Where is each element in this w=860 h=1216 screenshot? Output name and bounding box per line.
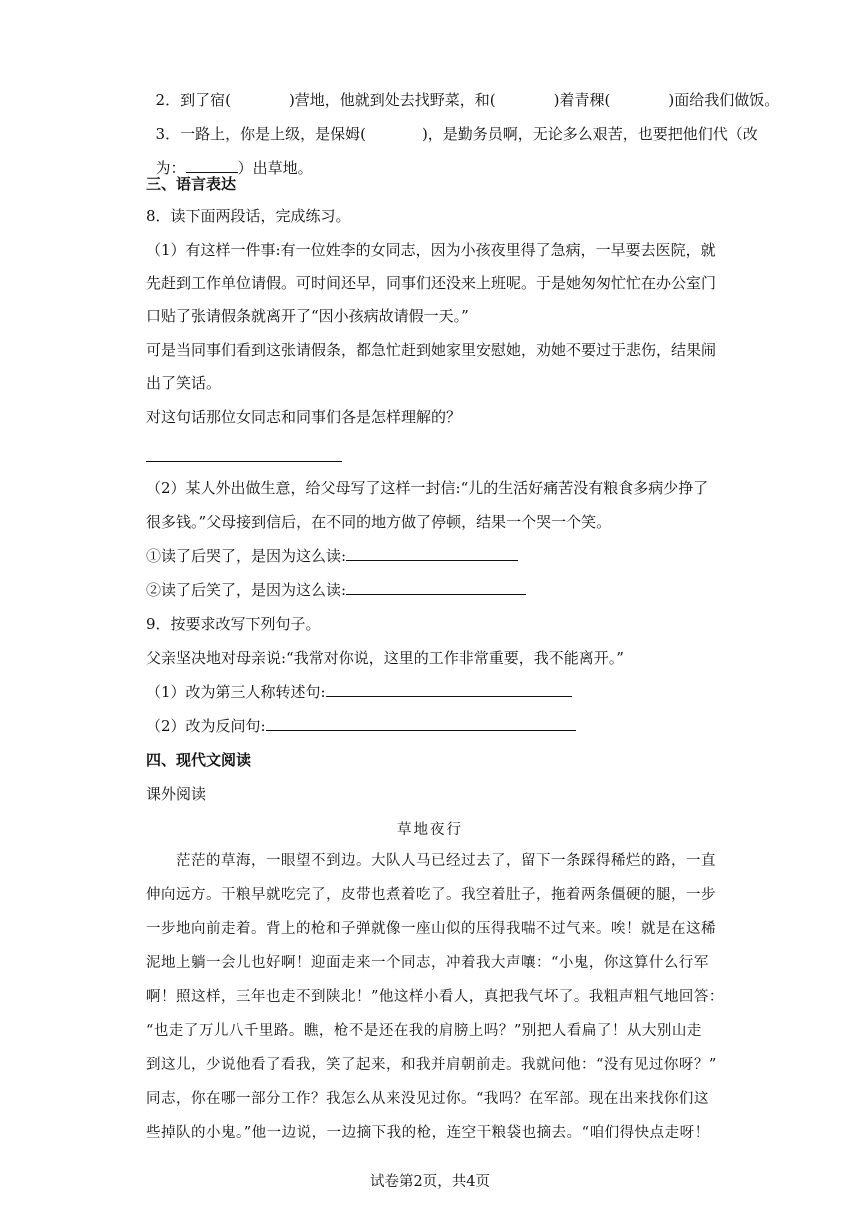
q9-item-2-blank[interactable] bbox=[266, 716, 576, 731]
q3-text-c: 为： bbox=[155, 159, 186, 177]
story-line: “也走了万儿八千里路。瞧，枪不是还在我的肩膀上吗？”别把人看扁了！从大别山走 bbox=[146, 1023, 702, 1039]
q2-text-a: 2．到了宿( bbox=[155, 91, 231, 109]
q8-p2-q1-text: ①读了后哭了，是因为这么读: bbox=[146, 547, 347, 565]
q3-text-a: 3．一路上，你是上级，是保姆( bbox=[155, 125, 366, 143]
section-4-heading: 四、现代文阅读 bbox=[146, 751, 252, 769]
story-line: 伸向远方。干粮早就吃完了，皮带也煮着吃了。我空着肚子，拖着两条僵硬的腿，一步 bbox=[146, 887, 716, 903]
q8-p1-line-3: 口贴了张请假条就离开了“因小孩病故请假一天。” bbox=[146, 307, 469, 325]
q8-p2-q1-blank[interactable] bbox=[346, 546, 518, 561]
question-3-line-2 bbox=[146, 138, 313, 178]
q8-p2-q2-text: ②读了后笑了，是因为这么读: bbox=[146, 581, 347, 599]
q8-p2-question-1 bbox=[146, 546, 518, 566]
q2-text-b: )营地，他就到处去找野菜，和( bbox=[288, 91, 496, 109]
q8-p2-question-2 bbox=[146, 580, 526, 600]
q8-p2-q2-blank[interactable] bbox=[346, 580, 526, 595]
q8-p1-line-4: 可是当同事们看到这张请假条，都急忙赶到她家里安慰她，劝她不要过于悲伤，结果闹 bbox=[146, 341, 717, 359]
story-line: 一步地向前走着。背上的枪和子弹就像一座山似的压得我喘不过气来。唉！就是在这稀 bbox=[146, 921, 716, 937]
q9-item-2-text: （2）改为反问句: bbox=[146, 717, 266, 735]
q8-p1-line-5: 出了笑话。 bbox=[146, 374, 222, 392]
q9-item-1 bbox=[146, 682, 572, 702]
story-line: 茫茫的草海，一眼望不到边。大队人马已经过去了，留下一条踩得稀烂的路，一直 bbox=[146, 853, 716, 869]
q3-text-d: ）出草地。 bbox=[237, 159, 313, 177]
q8-p2-line-1: （2）某人外出做生意，给父母写了这样一封信:“儿的生活好痛苦没有粮食多病少挣了 bbox=[146, 479, 709, 497]
q8-title: 8．读下面两段话，完成练习。 bbox=[146, 207, 351, 225]
section-4-subheading: 课外阅读 bbox=[146, 785, 207, 803]
q9-item-2 bbox=[146, 716, 576, 736]
q2-text-d: )面给我们做饭。 bbox=[668, 91, 780, 109]
q9-sentence: 父亲坚决地对母亲说:“我常对你说，这里的工作非常重要，我不能离开。” bbox=[146, 649, 624, 667]
page-footer: 试卷第2页，共4页 bbox=[370, 1174, 490, 1190]
q8-p1-question: 对这句话那位女同志和同事们各是怎样理解的？ bbox=[146, 408, 462, 426]
q3-text-b: )，是勤务员啊，无论多么艰苦，也要把他们代（改 bbox=[421, 125, 758, 143]
q8-p1-answer-line[interactable] bbox=[146, 461, 342, 462]
q9-title: 9．按要求改写下列句子。 bbox=[146, 615, 321, 633]
q2-text-c: )着青稞( bbox=[553, 91, 611, 109]
section-3-heading: 三、语言表达 bbox=[146, 175, 237, 193]
q8-p2-line-2: 很多钱。”父母接到信后，在不同的地方做了停顿，结果一个哭一个笑。 bbox=[146, 513, 612, 531]
q9-item-1-text: （1）改为第三人称转述句: bbox=[146, 683, 326, 701]
q9-item-1-blank[interactable] bbox=[326, 682, 572, 697]
q3-answer-blank[interactable] bbox=[186, 158, 238, 173]
story-line: 同志，你在哪一部分工作？我怎么从来没见过你。“我吗？在军部。现在出来找你们这 bbox=[146, 1091, 709, 1107]
story-line: 啊！照这样，三年也走不到陕北！”他这样小看人，真把我气坏了。我粗声粗气地回答： bbox=[146, 989, 724, 1005]
q8-p1-line-1: （1）有这样一件事:有一位姓李的女同志，因为小孩夜里得了急病，一早要去医院，就 bbox=[146, 241, 716, 259]
q8-p1-line-2: 先赶到工作单位请假。可时间还早，同事们还没来上班呢。于是她匆匆忙忙在办公室门 bbox=[146, 274, 717, 292]
story-line: 泥地上躺一会儿也好啊！迎面走来一个同志，冲着我大声嚷：“小鬼，你这算什么行军 bbox=[146, 955, 709, 971]
story-line: 到这儿，少说他看了看我，笑了起来，和我并肩朝前走。我就问他：“没有见过你呀？” bbox=[146, 1057, 717, 1073]
story-line: 些掉队的小鬼。”他一边说，一边摘下我的枪，连空干粮袋也摘去。“咱们得快点走呀！ bbox=[146, 1125, 710, 1141]
story-title: 草地夜行 bbox=[397, 822, 463, 838]
